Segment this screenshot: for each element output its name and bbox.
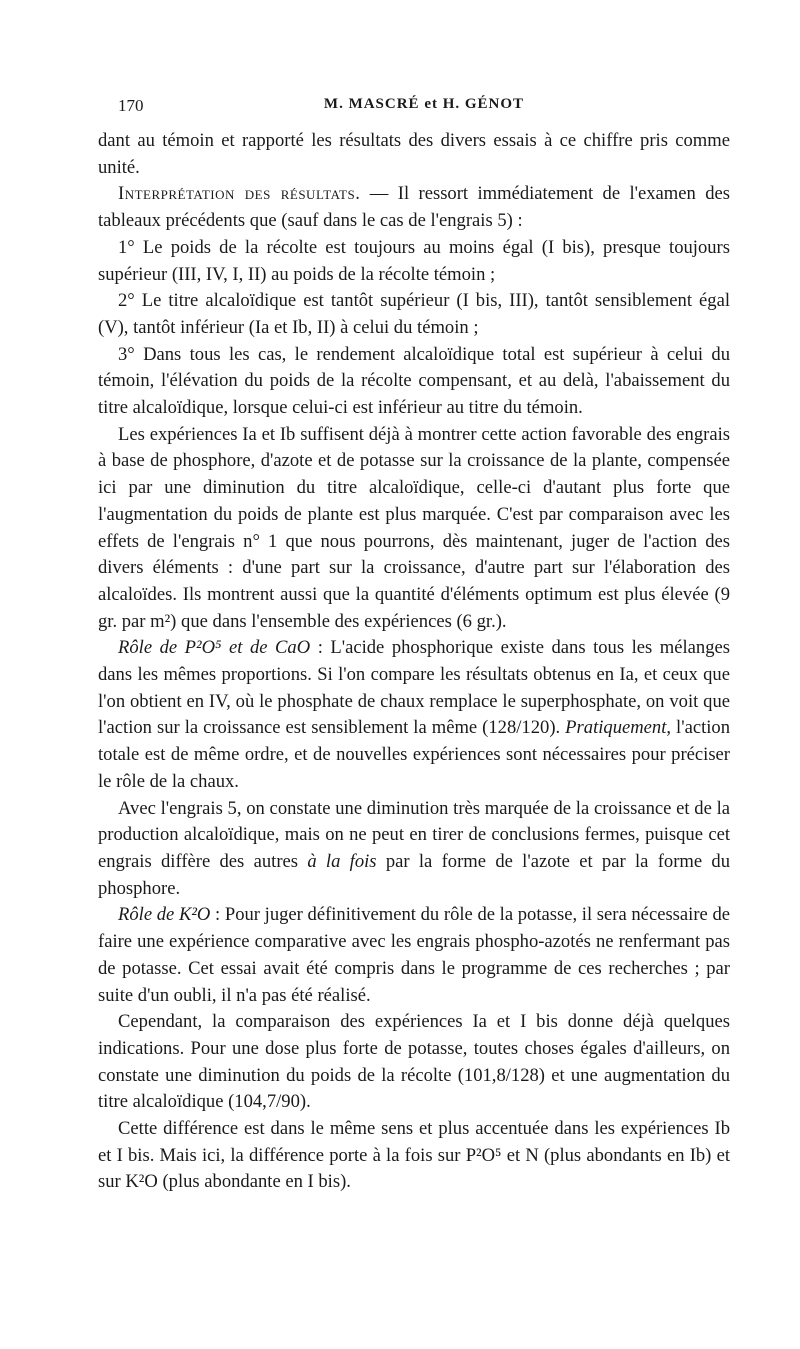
role-heading-k2o: Rôle de K²O: [118, 904, 211, 926]
paragraph-2: Interprétation des résultats. — Il ressort immédiatement de l'examen des tableaux précédents que (sauf dans le cas de l'engrais 5) :: [98, 183, 730, 232]
paragraph-1: dant au témoin et rapporté les résultats des divers essais à ce chiffre pris comme unité.: [98, 130, 730, 178]
running-head: M. MASCRÉ et H. GÉNOT: [323, 96, 525, 112]
paragraph-7: Rôle de P²O⁵ et de CaO : L'acide phosphorique existe dans tous les mélanges dans les mêmes proportions. Si l'on compare les résultats obtenus en Ia, et ceux que l'on obtient en IV, où le phosphate de chaux remplace le superphosphate, on voit que l'action sur la croissance est sensiblement la même (128/120). Pratiquement, l'action totale est de même ordre, et de nouvelles expériences sont nécessaires pour préciser le rôle de la chaux.: [98, 637, 730, 792]
paragraph-8: Avec l'engrais 5, on constate une diminution très marquée de la croissance et de la production alcaloïdique, mais on ne peut en tirer de conclusions fermes, puisque cet engrais diffère des autres à la fois par la forme de l'azote et par la forme du phosphore.: [98, 797, 730, 899]
body-text: [98, 128, 730, 1196]
paragraph-5: 3° Dans tous les cas, le rendement alcaloïdique total est supérieur à celui du témoin, l'élévation du poids de la récolte compensant, et au delà, l'abaissement du titre alcaloïdique, lorsque celui-ci est inférieur au titre du témoin.: [98, 343, 730, 419]
paragraph-3: 1° Le poids de la récolte est toujours au moins égal (I bis), presque toujours supérieur (III, IV, I, II) au poids de la récolte témoin ;: [98, 236, 730, 285]
paragraph-10: Cependant, la comparaison des expériences Ia et I bis donne déjà quelques indications. Pour une dose plus forte de potasse, toutes choses égales d'ailleurs, on constate une diminution du poids de la récolte (101,8/128) et une augmentation du titre alcaloïdique (104,7/90).: [98, 1011, 730, 1113]
page-header: [118, 96, 730, 120]
page-number: 170: [118, 96, 144, 115]
paragraph-6: Les expériences Ia et Ib suffisent déjà à montrer cette action favorable des engrais à base de phosphore, d'azote et de potasse sur la croissance de la plante, compensée ici par une diminution du titre alcaloïdique, celle-ci d'autant plus forte que l'augmentation du poids de plante est plus marquée. C'est par comparaison avec les effets de l'engrais n° 1 que nous pourrons, dès maintenant, juger de l'action des divers éléments : d'une part sur la croissance, d'autre part sur l'élaboration des alcaloïdes. Ils montrent aussi que la quantité d'éléments optimum est plus élevée (9 gr. par m²) que dans l'ensemble des expériences (6 gr.).: [98, 423, 730, 632]
paragraph-4: 2° Le titre alcaloïdique est tantôt supérieur (I bis, III), tantôt sensiblement égal (V), tantôt inférieur (Ia et Ib, II) à celui du témoin ;: [98, 290, 730, 338]
role-heading-p2o5: Rôle de P²O⁵ et de CaO: [118, 637, 311, 659]
paragraph-11: Cette différence est dans le même sens et plus accentuée dans les expériences Ib et I bis. Mais ici, la différence porte à la fois sur P²O⁵ et N (plus abondants en Ib) et sur K²O (plus abondante en I bis).: [98, 1118, 730, 1193]
section-heading: Interprétation des résultats.: [118, 183, 361, 205]
paragraph-9: Rôle de K²O : Pour juger définitivement du rôle de la potasse, il sera nécessaire de faire une expérience comparative avec les engrais phospho-azotés ne renfermant pas de potasse. Cet essai avait été compris dans le programme de ces recherches ; par suite d'un oubli, il n'a pas été réalisé.: [98, 904, 730, 1006]
